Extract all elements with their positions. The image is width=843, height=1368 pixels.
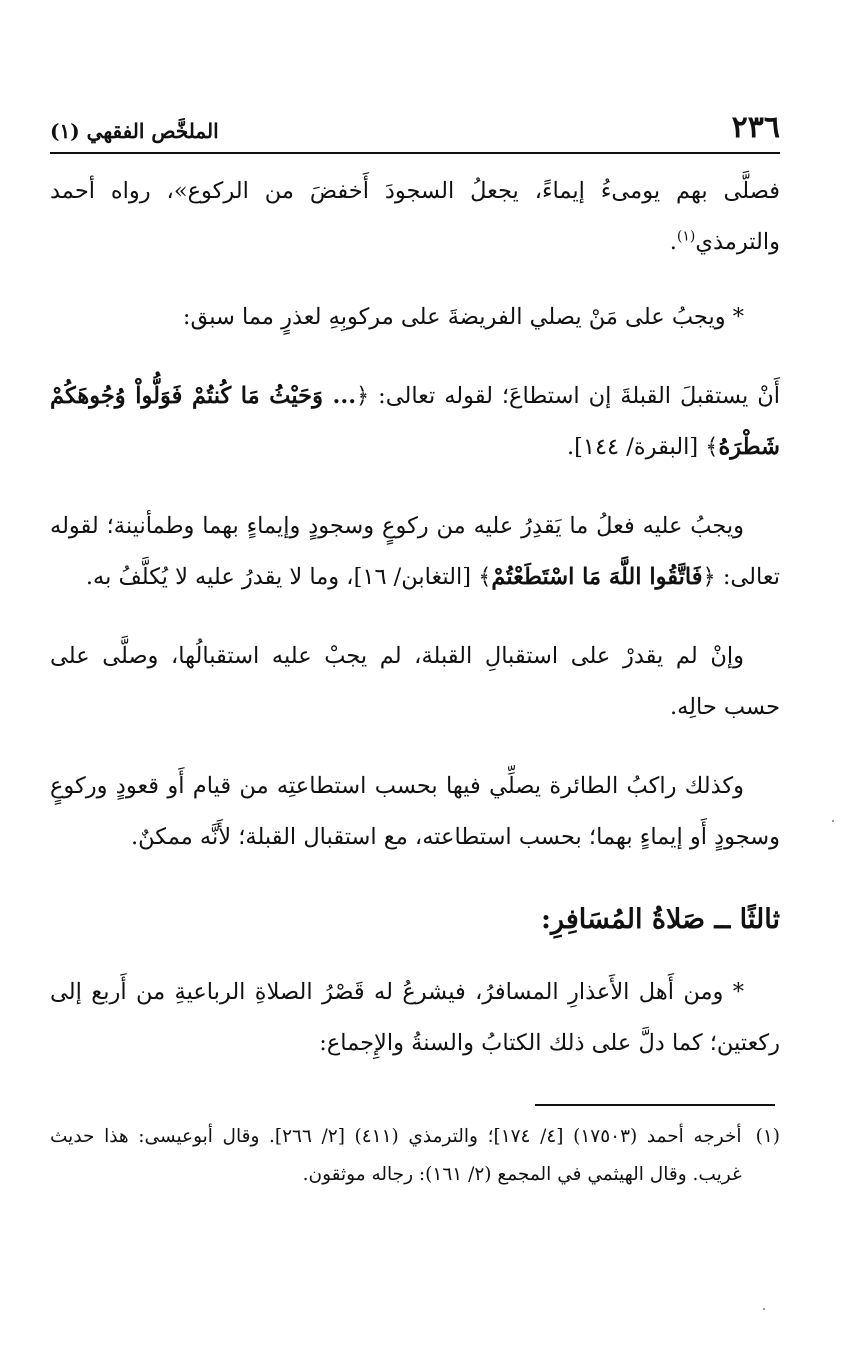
paragraph-traveler: * ومن أَهل الأَعذارِ المسافرُ، فيشرعُ له قَصْرُ الصلاةِ الرباعيةِ من أَربع إلى ركعتين؛ كما دلَّ على ذلك الكتابُ والسنةُ والإِجماع: bbox=[50, 979, 780, 1056]
footnote-number: (١) bbox=[755, 1126, 780, 1147]
footnote-reference[interactable]: (١) bbox=[676, 228, 696, 245]
paragraph-inability: وإنْ لم يقدرْ على استقبالِ القبلة، لم يجبْ عليه استقبالُها، وصلَّى على حسب حالِه. bbox=[50, 643, 780, 720]
scan-speck bbox=[763, 1308, 765, 1310]
paragraph-text: أَنْ يستقبلَ القبلةَ إن استطاعَ؛ لقوله تعالى: ﴿ bbox=[356, 383, 780, 409]
page-number: ٢٣٦ bbox=[731, 110, 780, 145]
paragraph-obligation: * ويجبُ على مَنْ يصلي الفريضةَ على مركوبِهِ لعذرٍ مما سبق: bbox=[182, 304, 744, 330]
footnotes-section bbox=[50, 1118, 780, 1194]
main-text bbox=[50, 166, 780, 1097]
page-header bbox=[50, 108, 780, 154]
verse-reference: ﴾ [التغابن/ ١٦]، وما لا يقدرُ عليه لا يُكلَّفُ به. bbox=[85, 564, 492, 590]
quran-verse: فَاتَّقُوا اللَّهَ مَا اسْتَطَعْتُمْ bbox=[491, 564, 703, 590]
paragraph-qibla bbox=[50, 371, 780, 473]
quran-verse: ... وَحَيْثُ مَا كُنتُمْ فَوَلُّواْ وُجُوهَكُمْ شَطْرَهُ bbox=[50, 383, 780, 460]
footnote-separator bbox=[535, 1104, 775, 1106]
running-title: الملخَّص الفقهي (١) bbox=[50, 119, 219, 143]
paragraph-text: فصلَّى بهم يومىءُ إيماءً، يجعلُ السجودَ أَخفضَ من الركوع»، رواه أحمد والترمذي bbox=[50, 178, 780, 255]
paragraph-ability bbox=[50, 501, 780, 603]
paragraph-text: ويجبُ عليه فعلُ ما يَقدِرُ عليه من ركوعٍ وسجودٍ وإيماءٍ بهما وطمأنينة؛ لقوله تعالى: ﴿ bbox=[50, 513, 780, 590]
section-heading: ثالثًا ــ صَلاةُ المُسَافِرِ: bbox=[541, 904, 780, 935]
paragraph-end: . bbox=[669, 229, 677, 255]
footnote-item bbox=[50, 1118, 780, 1194]
verse-reference: ﴾ [البقرة/ ١٤٤]. bbox=[566, 434, 719, 460]
scan-speck bbox=[832, 820, 834, 822]
paragraph-hadith-end bbox=[50, 166, 780, 268]
paragraph-airplane: وكذلك راكبُ الطائرة يصلِّي فيها بحسب استطاعتِه من قيام أَو قعودٍ وركوعٍ وسجودٍ أَو إيماءٍ بهما؛ بحسب استطاعته، مع استقبال القبلة؛ لأَنَّه ممكنٌ. bbox=[50, 773, 780, 850]
footnote-text: أخرجه أحمد (١٧٥٠٣) [٤/ ١٧٤]؛ والترمذي (٤١١) [٢/ ٢٦٦]. وقال أبوعيسى: هذا حديث غريب. وقال الهيثمي في المجمع (٢/ ١٦١): رجاله موثقون. bbox=[50, 1126, 742, 1185]
